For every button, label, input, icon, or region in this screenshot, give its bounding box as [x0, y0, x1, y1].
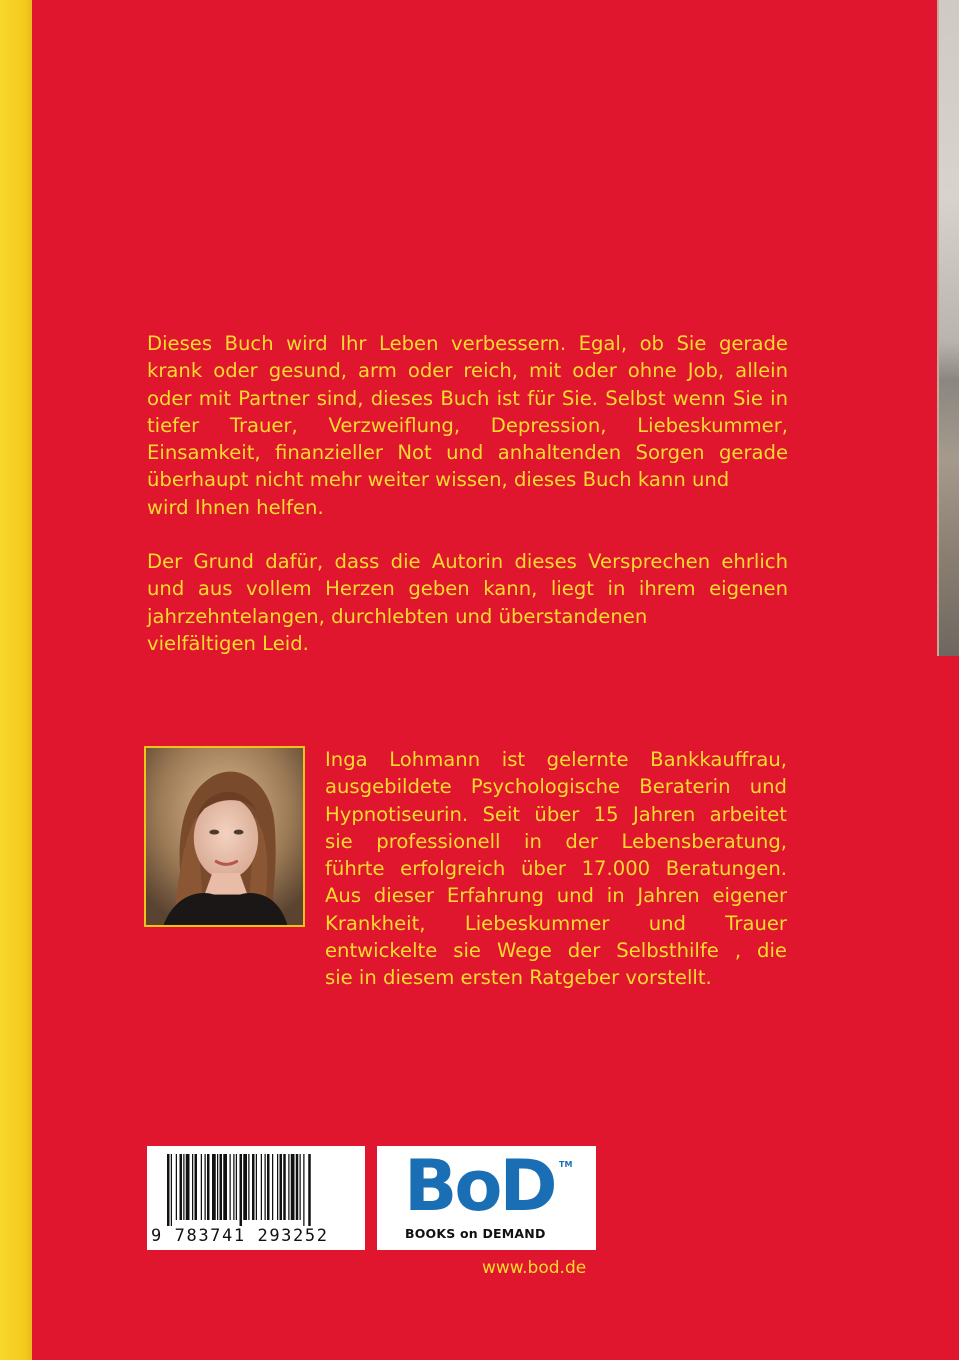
barcode-bars-icon: [167, 1154, 347, 1226]
barcode-bar: [223, 1154, 227, 1220]
barcode-bar: [256, 1154, 257, 1220]
blurb-paragraph-1-end: wird Ihnen helfen.: [147, 495, 324, 519]
barcode-bar: [192, 1154, 193, 1220]
barcode-bar: [243, 1154, 247, 1220]
publisher-logo: [377, 1146, 596, 1250]
bod-logo-text: BoD: [404, 1145, 555, 1227]
barcode-bar: [183, 1154, 184, 1220]
barcode-bar: [233, 1154, 234, 1220]
barcode-bar: [280, 1154, 283, 1220]
barcode-bar: [300, 1154, 301, 1220]
isbn-number: 9 783741 293252: [151, 1226, 329, 1246]
author-bio-line: Aus dieser Erfahrung und in Jahren eigener: [325, 884, 787, 908]
isbn-barcode: [147, 1146, 365, 1250]
trademark-mark: TM: [559, 1160, 573, 1169]
barcode-bar: [308, 1154, 311, 1226]
barcode-bar: [220, 1154, 223, 1220]
author-bio-line: Inga Lohmann ist gelernte Bankkauffrau,: [325, 748, 787, 771]
barcode-bar: [236, 1154, 237, 1220]
barcode-bar: [171, 1154, 172, 1226]
barcode-bar: [265, 1154, 266, 1220]
barcode-bar: [303, 1154, 304, 1226]
barcode-bar: [272, 1154, 273, 1220]
barcode-bar: [217, 1154, 218, 1220]
barcode-bar: [252, 1154, 255, 1220]
spine-strip: [0, 0, 32, 1360]
publisher-url: www.bod.de: [482, 1258, 587, 1278]
author-photo: [144, 746, 305, 927]
barcode-bar: [288, 1154, 289, 1220]
author-bio: [325, 746, 787, 992]
author-bio-line: sie in diesem ersten Ratgeber vorstellt.: [325, 966, 712, 990]
barcode-bar: [167, 1154, 170, 1226]
publisher-tagline: BOOKS on DEMAND: [405, 1226, 546, 1241]
barcode-bar: [205, 1154, 206, 1220]
barcode-bar: [240, 1154, 243, 1226]
barcode-bar: [296, 1154, 299, 1220]
barcode-bar: [267, 1154, 270, 1220]
barcode-bar: [176, 1154, 177, 1220]
barcode-bar: [230, 1154, 231, 1220]
front-cover-photo-edge: [937, 0, 959, 656]
author-bio-line: ausgebildete Psychologische Beraterin und: [325, 775, 787, 799]
barcode-bar: [261, 1154, 262, 1220]
author-bio-line: entwickelte sie Wege der Selbsthilfe , die: [325, 939, 787, 963]
barcode-bar: [212, 1154, 216, 1220]
barcode-bar: [283, 1154, 286, 1220]
blurb-paragraph-2: [147, 548, 788, 657]
barcode-bar: [195, 1154, 198, 1220]
barcode-bar: [201, 1154, 202, 1220]
barcode-bar: [248, 1154, 249, 1220]
blurb-paragraph-2-text: Der Grund dafür, dass die Autorin dieses Versprechen ehrlich und aus vollem Herzen geben kann, liegt in ihrem eigenen jahrzehntelangen, durchlebten und überstandenen: [147, 550, 788, 628]
barcode-bar: [186, 1154, 190, 1220]
author-portrait-image: [146, 748, 303, 925]
author-bio-line: sie professionell in der Lebensberatung,: [325, 829, 787, 853]
author-bio-line: Krankheit, Liebeskummer und Trauer: [325, 911, 787, 935]
blurb-paragraph-2-end: vielfältigen Leid.: [147, 631, 309, 655]
barcode-bar: [180, 1154, 183, 1220]
barcode-bar: [207, 1154, 210, 1220]
blurb-paragraph-1: [147, 330, 788, 521]
barcode-bar: [277, 1154, 278, 1220]
blurb-paragraph-1-text: Dieses Buch wird Ihr Leben verbessern. Egal, ob Sie gerade krank oder gesund, arm oder reich, mit oder ohne Job, allein oder mit Partner sind, dieses Buch ist für Sie. Selbst wenn Sie in tiefer Trauer, Verzweiflung, Depression, Liebeskummer, Einsamkeit, finanzieller Not und anhaltenden Sorgen gerade überhaupt nicht mehr weiter wissen, dieses Buch kann und: [147, 332, 788, 492]
author-bio-line: Hypnotiseurin. Seit über 15 Jahren arbeitet: [325, 802, 787, 826]
barcode-bar: [291, 1154, 295, 1220]
author-bio-line: führte erfolgreich über 17.000 Beratungen.: [325, 857, 787, 881]
